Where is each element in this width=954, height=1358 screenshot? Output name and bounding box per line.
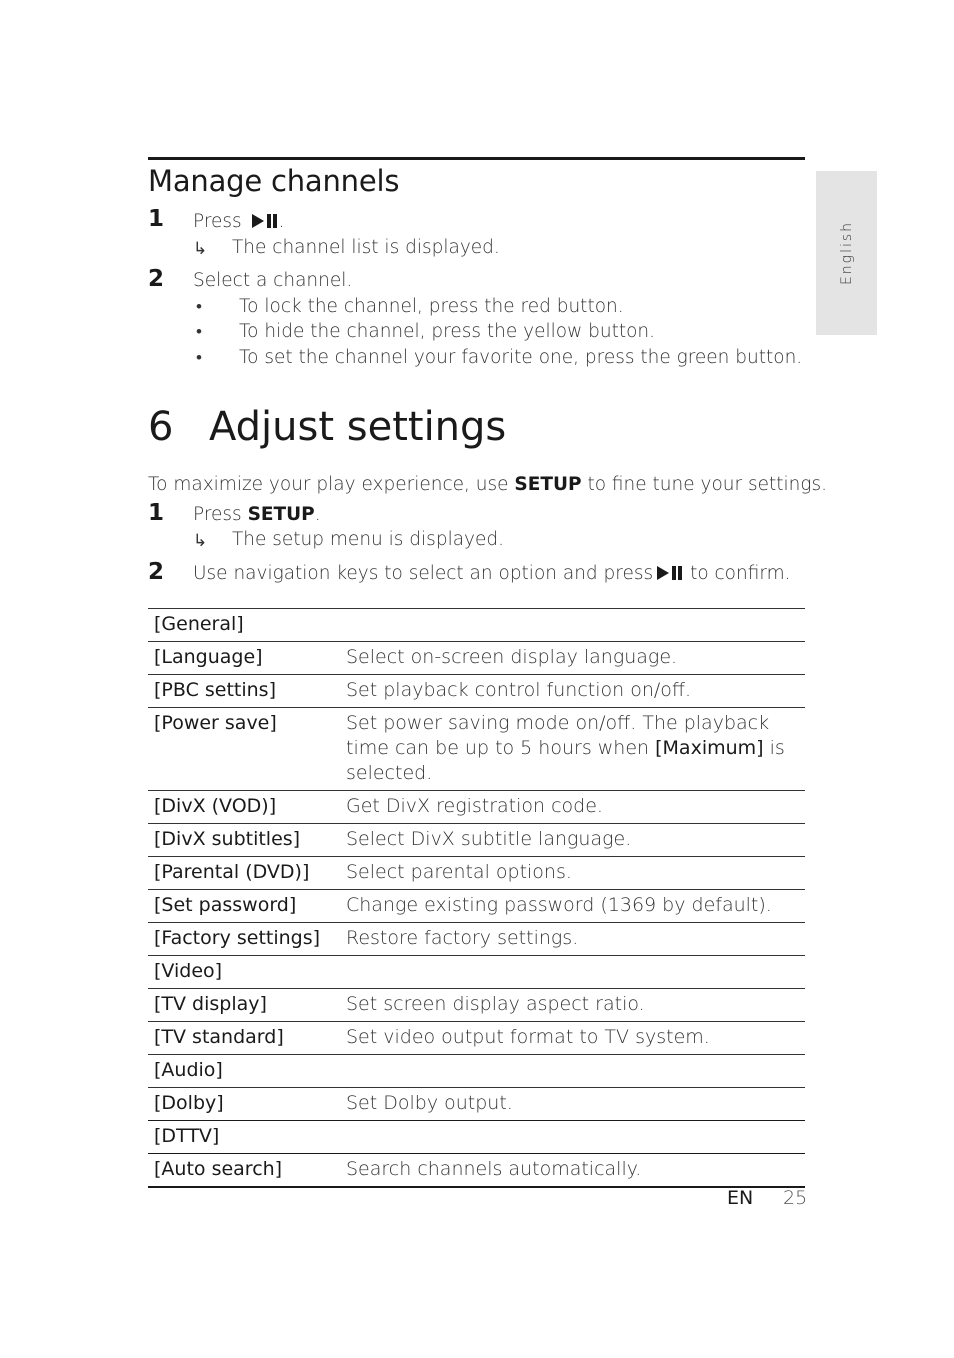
step-number: 1 — [148, 206, 165, 232]
setting-description — [340, 708, 805, 791]
setting-name: [PBC settins] — [148, 675, 340, 708]
description-text: Set power saving mode on/off. The playback time can be up to 5 hours when — [346, 712, 770, 759]
step-text-label: to confirm. — [690, 563, 791, 584]
setting-name: [Dolby] — [148, 1088, 340, 1121]
table-row — [148, 890, 805, 923]
chapter-heading — [148, 404, 506, 450]
setting-description: Set playback control function on/off. — [340, 675, 805, 708]
play-icon — [657, 566, 669, 580]
language-side-tab — [816, 171, 877, 335]
step-result: The channel list is displayed. — [232, 237, 500, 258]
setting-name: [Set password] — [148, 890, 340, 923]
step-number: 1 — [148, 500, 165, 526]
table-row — [148, 1055, 805, 1088]
bullet-item: To set the channel your favorite one, press the green button. — [239, 347, 803, 368]
step-result: The setup menu is displayed. — [232, 529, 504, 550]
table-row — [148, 708, 805, 791]
intro-text: To maximize your play experience, use — [148, 474, 515, 495]
description-text: is selected. — [346, 737, 785, 784]
setting-description: Select DivX subtitle language. — [340, 824, 805, 857]
setting-description: Set screen display aspect ratio. — [340, 989, 805, 1022]
option-label: [Maximum] — [655, 737, 764, 759]
step-text-label: Press — [193, 211, 242, 232]
table-row — [148, 989, 805, 1022]
step-text — [193, 504, 321, 525]
settings-table — [148, 608, 805, 1188]
footer-language: EN — [727, 1187, 754, 1209]
bullet-item: To lock the channel, press the red button. — [239, 296, 624, 317]
table-row — [148, 1121, 805, 1154]
table-row — [148, 824, 805, 857]
setting-name: [TV standard] — [148, 1022, 340, 1055]
setting-name: [DivX (VOD)] — [148, 791, 340, 824]
setting-description: Restore factory settings. — [340, 923, 805, 956]
bullet-icon: • — [196, 348, 202, 368]
bullet-item: To hide the channel, press the yellow button. — [239, 321, 655, 342]
chapter-title: Adjust settings — [209, 404, 507, 450]
pause-icon — [267, 212, 279, 233]
step-text-label: . — [314, 504, 321, 525]
page-number: 25 — [783, 1187, 808, 1209]
step-number: 2 — [148, 266, 165, 292]
setting-name: [Power save] — [148, 708, 340, 791]
result-arrow-icon: ↳ — [193, 531, 208, 551]
setting-description: Select parental options. — [340, 857, 805, 890]
setting-name: [Auto search] — [148, 1154, 340, 1188]
setting-name: [DivX subtitles] — [148, 824, 340, 857]
side-tab-label: English — [838, 220, 855, 286]
table-row — [148, 857, 805, 890]
step-text-label: Use navigation keys to select an option and press — [193, 563, 654, 584]
setup-key-label: SETUP — [247, 504, 315, 525]
setting-description: Select on-screen display language. — [340, 642, 805, 675]
result-arrow-icon: ↳ — [193, 239, 208, 259]
section-rule — [148, 157, 805, 160]
setup-key-label: SETUP — [514, 474, 582, 495]
step-text: Select a channel. — [193, 270, 353, 291]
setting-name: [Language] — [148, 642, 340, 675]
setting-description — [340, 609, 805, 642]
setting-description — [340, 1055, 805, 1088]
setting-name: [TV display] — [148, 989, 340, 1022]
setting-description — [340, 1121, 805, 1154]
setting-name: [Parental (DVD)] — [148, 857, 340, 890]
bullet-icon: • — [196, 297, 202, 317]
chapter-number: 6 — [148, 404, 174, 450]
step-text-label: Press — [193, 504, 248, 525]
setting-description: Set Dolby output. — [340, 1088, 805, 1121]
setting-description: Search channels automatically. — [340, 1154, 805, 1188]
table-row — [148, 1154, 805, 1188]
table-row — [148, 1088, 805, 1121]
table-row — [148, 1022, 805, 1055]
intro-text: to fine tune your settings. — [581, 474, 827, 495]
setting-name: [Audio] — [148, 1055, 340, 1088]
section-title: Manage channels — [148, 164, 400, 198]
step-text: Press . — [193, 211, 285, 232]
setting-name: [General] — [148, 609, 340, 642]
table-row — [148, 956, 805, 989]
table-row — [148, 923, 805, 956]
pause-icon — [672, 564, 684, 585]
setting-name: [Factory settings] — [148, 923, 340, 956]
table-row — [148, 675, 805, 708]
setting-description — [340, 956, 805, 989]
setting-description: Set video output format to TV system. — [340, 1022, 805, 1055]
table-row — [148, 642, 805, 675]
setting-description: Change existing password (1369 by default). — [340, 890, 805, 923]
play-icon — [252, 214, 264, 228]
table-row — [148, 791, 805, 824]
bullet-icon: • — [196, 322, 202, 342]
setting-description: Get DivX registration code. — [340, 791, 805, 824]
step-text — [193, 563, 791, 585]
intro-paragraph — [148, 474, 827, 495]
setting-name: [DTTV] — [148, 1121, 340, 1154]
table-row — [148, 609, 805, 642]
setting-name: [Video] — [148, 956, 340, 989]
step-number: 2 — [148, 559, 165, 585]
